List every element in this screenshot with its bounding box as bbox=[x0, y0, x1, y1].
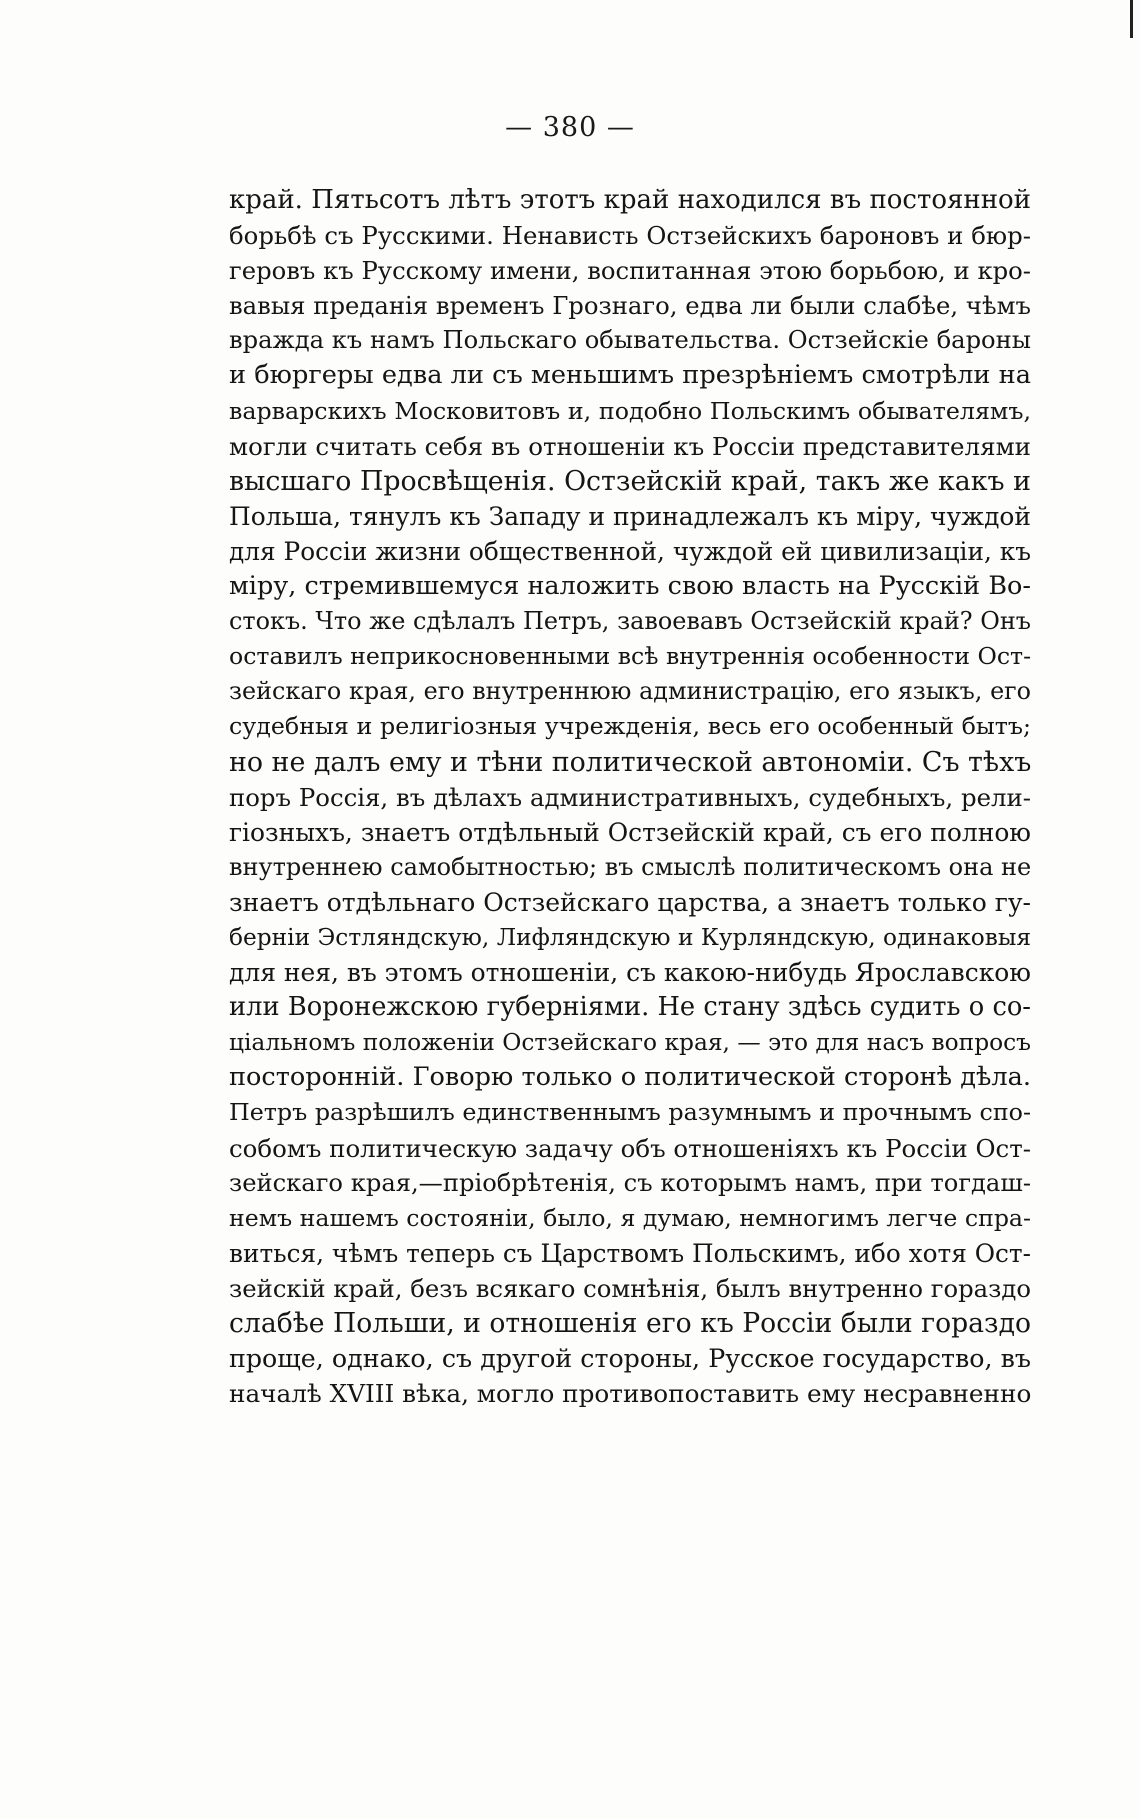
text-line: высшаго Просвѣщенія. Остзейскій край, такъ же какъ и bbox=[229, 465, 1031, 497]
text-line: и бюргеры едва ли съ меньшимъ презрѣніемъ смотрѣли на bbox=[229, 360, 1031, 391]
text-line: берніи Эстляндскую, Лифляндскую и Курляндскую, одинаковыя bbox=[229, 923, 1031, 951]
text-line: вавыя преданія временъ Грознаго, едва ли были слабѣе, чѣмъ bbox=[229, 291, 1031, 321]
text-line: міру, стремившемуся наложить свою власть на Русскій Во- bbox=[229, 571, 1031, 602]
text-line: Польша, тянулъ къ Западу и принадлежалъ къ міру, чуждой bbox=[229, 501, 1031, 531]
body-text bbox=[229, 183, 1031, 1411]
text-line: проще, однако, съ другой стороны, Русское государство, въ bbox=[229, 1344, 1031, 1374]
text-line: посторонній. Говорю только о политической сторонѣ дѣла. bbox=[229, 1062, 1031, 1093]
edge-mark bbox=[1130, 0, 1133, 38]
text-line: Петръ разрѣшилъ единственнымъ разумнымъ и прочнымъ спо- bbox=[229, 1098, 1031, 1127]
text-line: для нея, въ этомъ отношеніи, съ какою-нибудь Ярославскою bbox=[229, 958, 1031, 988]
text-line: вражда къ намъ Польскаго обывательства. Остзейскіе бароны bbox=[229, 326, 1031, 355]
text-line: знаетъ отдѣльнаго Остзейскаго царства, а знаетъ только гу- bbox=[229, 887, 1031, 917]
text-line: зейскій край, безъ всякаго сомнѣнія, былъ внутренно гораздо bbox=[229, 1273, 1031, 1303]
text-line: борьбѣ съ Русскими. Ненависть Остзейскихъ бароновъ и бюр- bbox=[229, 221, 1031, 251]
text-line: край. Пятьсотъ лѣтъ этотъ край находился въ постоянной bbox=[229, 185, 1031, 215]
text-line: или Воронежскою губерніями. Не стану здѣсь судить о со- bbox=[229, 992, 1031, 1023]
text-line: зейскаго края, его внутреннюю администрацію, его языкъ, его bbox=[229, 677, 1031, 706]
text-line: слабѣе Польши, и отношенія его къ Россіи были гораздо bbox=[229, 1308, 1031, 1339]
text-line: оставилъ неприкосновенными всѣ внутреннія особенности Ост- bbox=[229, 642, 1032, 671]
text-line: внутреннею самобытностью; въ смыслѣ политическомъ она не bbox=[229, 852, 1032, 881]
text-line: могли считать себя въ отношеніи къ Россіи представителями bbox=[229, 431, 1031, 461]
text-line: началѣ XVIII вѣка, могло противопоставить ему несравненно bbox=[229, 1379, 1032, 1409]
text-line: зейскаго края,—пріобрѣтенія, съ которымъ намъ, при тогдаш- bbox=[229, 1168, 1031, 1197]
text-line: поръ Россія, въ дѣлахъ административныхъ, судебныхъ, рели- bbox=[229, 782, 1031, 812]
text-line: виться, чѣмъ теперь съ Царствомъ Польскимъ, ибо хотя Ост- bbox=[229, 1238, 1031, 1268]
text-line: немъ нашемъ состояніи, было, я думаю, немногимъ легче спра- bbox=[229, 1203, 1031, 1232]
text-line: для Россіи жизни общественной, чуждой ей цивилизаціи, къ bbox=[229, 536, 1031, 566]
page-number: — 380 — bbox=[505, 112, 635, 143]
text-line: варварскихъ Московитовъ и, подобно Польскимъ обывателямъ, bbox=[229, 396, 1031, 425]
text-line: ціальномъ положеніи Остзейскаго края, — это для насъ вопросъ bbox=[229, 1029, 1031, 1057]
text-line: судебныя и религіозныя учрежденія, весь его особенный бытъ; bbox=[229, 712, 1031, 741]
text-line: но не далъ ему и тѣни политической автономіи. Съ тѣхъ bbox=[229, 746, 1032, 778]
text-line: геровъ къ Русскому имени, воспитанная этою борьбою, и кро- bbox=[229, 256, 1031, 286]
text-line: гіозныхъ, знаетъ отдѣльный Остзейскій край, съ его полною bbox=[229, 817, 1031, 847]
text-line: стокъ. Что же сдѣлалъ Петръ, завоевавъ Остзейскій край? Онъ bbox=[229, 607, 1031, 636]
text-line: собомъ политическую задачу объ отношеніяхъ къ Россіи Ост- bbox=[229, 1133, 1031, 1163]
